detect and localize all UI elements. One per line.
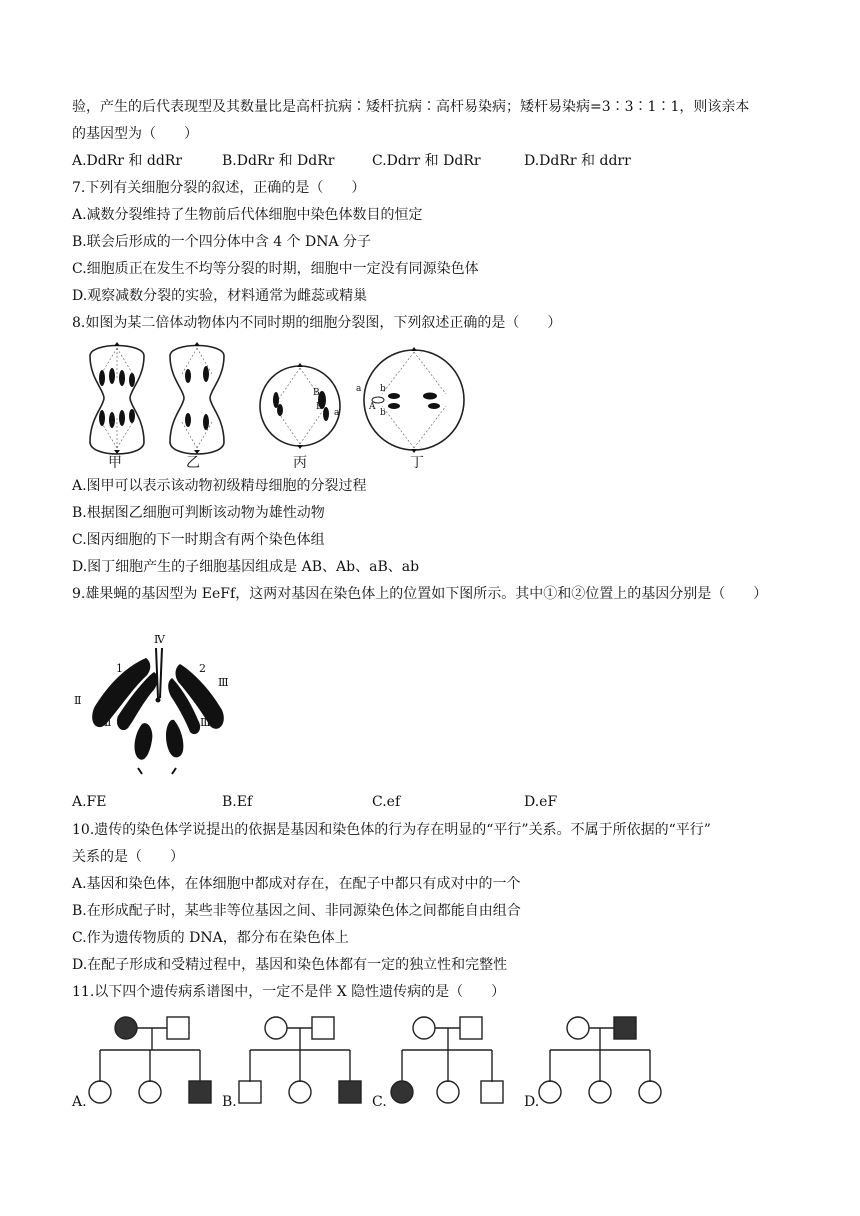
cell-bing	[260, 363, 340, 449]
gene-label: b	[380, 408, 386, 418]
q10-option-b: B.在形成配子时，某些非等位基因之间、非同源染色体之间都能自由组合	[72, 903, 521, 919]
chromosome-label-iii-lower: Ⅲ	[200, 716, 211, 729]
q10-stem-line2: 关系的是（ ）	[72, 849, 184, 865]
figure-label-jia: 甲	[108, 455, 122, 471]
q6-stem-line1: 验，产生的后代表现型及其数量比是高杆抗病∶矮杆抗病∶高杆易染病；矮杆易染病=3∶3∶1∶1，则该亲本	[72, 99, 750, 115]
pedigree-label-b: B.	[222, 1094, 237, 1110]
position-label-2: 2	[199, 662, 206, 675]
q6-option-a: A.DdRr 和 ddRr	[72, 153, 183, 169]
chromosome-label-ii-lower: Ⅱ	[104, 716, 112, 729]
chromosome-label-iii-right: Ⅲ	[218, 676, 229, 689]
q9-option-c: C.ef	[372, 794, 401, 810]
q7-option-a: A.减数分裂维持了生物前后代体细胞中染色体数目的恒定	[72, 207, 423, 223]
gene-label: b	[380, 384, 386, 394]
chromosome-label-iv: Ⅳ	[154, 633, 165, 646]
q11-stem: 11.以下四个遗传病系谱图中，一定不是伴 X 隐性遗传病的是（ ）	[72, 984, 506, 1000]
q10-option-c: C.作为遗传物质的 DNA，都分布在染色体上	[72, 930, 349, 946]
q7-option-b: B.联会后形成的一个四分体中含 4 个 DNA 分子	[72, 234, 372, 250]
pedigree-c	[391, 1017, 503, 1103]
q8-option-d: D.图丁细胞产生的子细胞基因组成是 AB、Ab、aB、ab	[72, 559, 420, 575]
q10-stem-line1: 10.遗传的染色体学说提出的依据是基因和染色体的行为存在明显的“平行”关系。不属于所依据的“平行”	[72, 822, 711, 838]
q7-stem: 7.下列有关细胞分裂的叙述，正确的是（ ）	[72, 180, 366, 196]
gene-label: B	[316, 402, 323, 412]
q9-stem: 9.雄果蝇的基因型为 EeFf，这两对基因在染色体上的位置如下图所示。其中①和②位置上的基因分别是（ ）	[72, 586, 768, 602]
q10-option-d: D.在配子形成和受精过程中，基因和染色体都有一定的独立性和完整性	[72, 957, 508, 973]
pedigree-label-a: A.	[72, 1094, 87, 1110]
q7-option-d: D.观察减数分裂的实验，材料通常为雌蕊或精巢	[72, 288, 368, 304]
figure-label-yi: 乙	[186, 455, 200, 471]
pedigree-label-d: D.	[524, 1094, 540, 1110]
q6-option-d: D.DdRr 和 ddrr	[524, 153, 631, 169]
q8-cell-division-figure	[72, 338, 482, 470]
chromosome-label-ii-left: Ⅱ	[74, 694, 82, 707]
gene-label: a	[356, 384, 362, 394]
pedigree-b	[239, 1017, 361, 1103]
q6-option-b: B.DdRr 和 DdRr	[222, 153, 335, 169]
q8-option-c: C.图丙细胞的下一时期含有两个染色体组	[72, 532, 325, 548]
q7-option-c: C.细胞质正在发生不均等分裂的时期，细胞中一定没有同源染色体	[72, 261, 479, 277]
figure-label-bing: 丙	[293, 455, 307, 471]
q9-option-d: D.eF	[524, 794, 558, 810]
gene-label: A	[369, 402, 376, 412]
pedigree-a	[89, 1017, 211, 1103]
cell-jia	[90, 342, 144, 454]
q9-option-a: A.FE	[72, 794, 107, 810]
q6-stem-line2: 的基因型为（ ）	[72, 126, 198, 142]
position-label-1: 1	[116, 662, 123, 675]
gene-label: B	[313, 388, 320, 398]
cell-yi	[170, 342, 224, 454]
gene-label: a	[334, 408, 340, 418]
q9-option-b: B.Ef	[222, 794, 253, 810]
q8-option-a: A.图甲可以表示该动物初级精母细胞的分裂过程	[72, 478, 367, 494]
q6-option-c: C.Ddrr 和 DdRr	[372, 153, 481, 169]
pedigree-label-c: C.	[372, 1094, 387, 1110]
q8-option-b: B.根据图乙细胞可判断该动物为雄性动物	[72, 505, 325, 521]
q10-option-a: A.基因和染色体，在体细胞中都成对存在，在配子中都只有成对中的一个	[72, 876, 521, 892]
q9-chromosome-figure	[72, 628, 252, 776]
q8-stem: 8.如图为某二倍体动物体内不同时期的细胞分裂图，下列叙述正确的是（ ）	[72, 315, 562, 331]
pedigree-d	[539, 1017, 661, 1103]
figure-label-ding: 丁	[410, 455, 424, 471]
cell-ding	[364, 347, 464, 453]
